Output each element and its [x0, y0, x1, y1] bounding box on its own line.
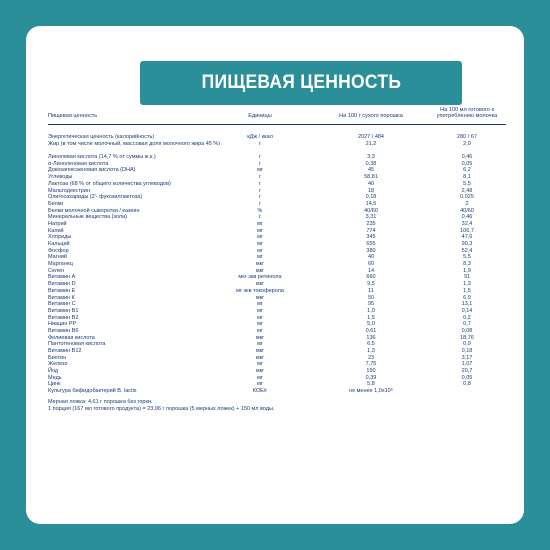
table-row [48, 274, 506, 281]
row-value-per-100ml: 52,4 [461, 247, 473, 254]
row-value-per-100g: 774 [366, 227, 376, 234]
row-name: Биотин [48, 354, 67, 361]
row-name: Жир (в том числе молочный, массовая доля молочного жира 45 %) [48, 140, 221, 147]
row-value-per-100g: 14 [367, 267, 375, 274]
table-row [48, 154, 506, 161]
table-row [48, 188, 506, 195]
row-value-per-100g: 40/60 [364, 207, 378, 214]
row-name: Цинк [48, 381, 61, 388]
row-value-per-100ml: 0,08 [461, 327, 473, 334]
table-row [48, 221, 506, 228]
nutrition-table [48, 100, 506, 412]
row-name: Мальтодекстрин [48, 187, 90, 194]
table-row [48, 181, 506, 188]
table-row [48, 268, 506, 275]
table-row [48, 241, 506, 248]
row-name: Железо [48, 361, 68, 368]
row-value-per-100g: 0,39 [365, 374, 377, 381]
table-row [48, 214, 506, 221]
header-unit: Единицы [248, 113, 272, 119]
row-value-per-100ml: 40/60 [460, 207, 474, 214]
row-unit: мг [257, 314, 263, 321]
row-value-per-100g: 45 [367, 167, 375, 174]
table-row [48, 301, 506, 308]
row-value-per-100g: 5,8 [367, 381, 375, 388]
row-unit: мг [257, 374, 263, 381]
row-unit: мкг [255, 294, 265, 301]
row-unit: г [258, 140, 261, 147]
row-value-per-100g: 9,5 [367, 281, 375, 288]
row-unit: мг экв токоферола [236, 287, 284, 294]
row-value-per-100ml: 0,18 [461, 348, 473, 355]
table-row [48, 134, 506, 141]
row-value-per-100g: 1,5 [367, 314, 375, 321]
table-row [48, 341, 506, 348]
row-value-per-100ml: 47,6 [461, 234, 473, 241]
row-name: Марганец [48, 261, 73, 268]
row-name: Натрий [48, 220, 67, 227]
footnotes [48, 399, 506, 412]
row-value-per-100g: 18 [367, 187, 375, 194]
row-unit: мкг [255, 334, 265, 341]
row-name: α-Линоленовая кислота [48, 160, 109, 167]
row-value-per-100g: 5,0 [367, 321, 375, 328]
row-value-per-100ml: 1,5 [463, 287, 471, 294]
row-unit: мкг экв ретинола [238, 274, 282, 281]
row-name: Витамин К [48, 294, 75, 301]
table-row [48, 375, 506, 382]
row-name: Хлориды [48, 234, 72, 241]
row-unit: мг [257, 307, 263, 314]
row-value-per-100ml: 0,7 [463, 321, 471, 328]
row-value-per-100ml: 8,3 [463, 261, 471, 268]
row-unit: мг [257, 321, 263, 328]
row-value-per-100ml: 5,5 [463, 180, 471, 187]
row-value-per-100g: 136 [366, 334, 376, 341]
row-unit: % [257, 207, 263, 214]
row-value-per-100g: 150 [366, 368, 376, 375]
row-value-per-100ml: 2 [465, 200, 469, 207]
row-value-per-100g: 40 [367, 254, 375, 261]
row-value-per-100ml: 8,1 [463, 174, 471, 181]
row-value-per-100ml: 20,7 [461, 368, 473, 375]
row-name: Фосфор [48, 247, 69, 254]
row-unit: мг [257, 227, 263, 234]
table-row [48, 161, 506, 168]
row-name: Витамин D [48, 281, 76, 288]
row-value-per-100ml: 6,2 [463, 167, 471, 174]
row-value-per-100ml: 32,4 [461, 220, 473, 227]
row-value-per-100g: 0,38 [365, 160, 377, 167]
row-value-per-100g: 380 [366, 247, 376, 254]
table-body [48, 134, 506, 395]
row-name: Витамин Е [48, 287, 76, 294]
table-row [48, 335, 506, 342]
row-value-per-100g: 95 [367, 301, 375, 308]
row-value-per-100g: 235 [366, 220, 376, 227]
row-name: Витамин В12 [48, 348, 82, 355]
table-row [48, 308, 506, 315]
row-name: Кальций [48, 241, 70, 248]
row-value-per-100ml: 0,8 [463, 381, 471, 388]
row-value-per-100g: 11 [368, 287, 374, 294]
row-value-per-100g: 7,75 [365, 361, 377, 368]
row-name: Углеводы [48, 174, 73, 181]
nutrition-card [26, 26, 524, 524]
row-value-per-100ml: 0,9 [463, 341, 471, 348]
table-row [48, 321, 506, 328]
table-row [48, 194, 506, 201]
row-name: Пантотеновая кислота [48, 341, 106, 348]
row-unit: г [258, 214, 261, 221]
row-value-per-100g: 3,3 [367, 154, 375, 161]
footnote-scoop: Мерная ложка: 4,61 г порошка без горки. [48, 398, 153, 405]
table-row [48, 234, 506, 241]
row-name: Ниацин РР [48, 321, 77, 328]
row-value-per-100g: не менее 1,0x10⁶ [349, 388, 393, 395]
table-row [48, 348, 506, 355]
header-per-100ml: На 100 мл готового к употреблению молочка [436, 107, 498, 120]
row-value-per-100ml: 0,14 [461, 307, 473, 314]
table-row [48, 368, 506, 375]
row-value-per-100g: 1,0 [367, 307, 375, 314]
header-name: Пищевая ценность [48, 113, 98, 119]
row-unit: мг [257, 220, 263, 227]
row-unit: мкг [255, 261, 265, 268]
page-title: ПИЩЕВАЯ ЦЕННОСТЬ [201, 72, 401, 93]
row-name: Белки [48, 200, 64, 207]
row-name: Линолевая кислота (14,7 % от суммы ж.к.) [48, 154, 156, 161]
table-row [48, 355, 506, 362]
row-name: Калий [48, 227, 64, 234]
row-unit: кДж / ккал [247, 134, 273, 140]
row-name: Фолиевая кислота [48, 334, 95, 341]
table-row [48, 201, 506, 208]
row-value-per-100ml: 3,17 [461, 354, 473, 361]
table-row [48, 388, 506, 395]
row-name: Витамин В6 [48, 327, 79, 334]
row-value-per-100g: 1,3 [367, 348, 375, 355]
row-name: Витамин В2 [48, 314, 79, 321]
row-unit: г [258, 194, 261, 201]
row-unit: г [258, 200, 261, 207]
row-value-per-100g: 60 [367, 261, 375, 268]
row-unit: г [258, 180, 261, 187]
row-value-per-100ml: 6,9 [463, 294, 471, 301]
table-row [48, 295, 506, 302]
row-value-per-100ml: 1,07 [461, 361, 473, 368]
row-value-per-100ml: 0,025 [460, 194, 474, 201]
row-value-per-100g: 0,61 [365, 327, 377, 334]
row-value-per-100g: 40 [367, 180, 375, 187]
row-name: Белки молочной сыворотки / казеин [48, 207, 140, 214]
row-name: Лактоза (68 % от общего количества углеводов) [48, 180, 171, 187]
table-row [48, 261, 506, 268]
row-value-per-100g: 6,5 [367, 341, 375, 348]
row-unit: мг [257, 234, 263, 241]
row-unit: мкг [255, 281, 265, 288]
row-value-per-100ml: 0,05 [461, 160, 473, 167]
row-unit: мг [257, 241, 263, 248]
row-value-per-100g: 345 [366, 234, 376, 241]
row-unit: мг [257, 381, 263, 388]
table-header [48, 100, 506, 125]
row-unit: мкг [255, 354, 265, 361]
table-row [48, 167, 506, 174]
row-name: Магний [48, 254, 67, 261]
row-unit: мг [257, 301, 263, 308]
row-value-per-100g: 14,5 [365, 200, 377, 207]
row-value-per-100ml: 91 [463, 274, 471, 281]
row-value-per-100ml: 106,7 [460, 227, 474, 234]
row-unit: г [258, 174, 261, 181]
row-unit: мг [257, 167, 263, 174]
title-banner [140, 61, 462, 105]
row-unit: г [258, 160, 261, 167]
row-name: Докозагексаеновая кислота (DHA) [48, 167, 136, 174]
table-row [48, 361, 506, 368]
table-row [48, 141, 506, 154]
table-row [48, 288, 506, 295]
row-unit: мг [257, 247, 263, 254]
row-name: Йод [48, 368, 59, 375]
row-name: Медь [48, 374, 62, 381]
row-value-per-100ml: 0,46 [461, 154, 473, 161]
row-value-per-100g: 3,31 [365, 214, 377, 221]
row-unit: мг [257, 254, 263, 261]
row-value-per-100g: 660 [366, 274, 376, 281]
row-unit: мкг [255, 368, 265, 375]
row-value-per-100ml: 2,9 [463, 140, 471, 147]
row-value-per-100g: 2027 / 484 [358, 134, 384, 140]
table-row [48, 228, 506, 235]
row-value-per-100ml: 0,05 [461, 374, 473, 381]
row-name: Минеральные вещества (зола) [48, 214, 128, 221]
row-name: Витамин В1 [48, 307, 79, 314]
footnote-portion: 1 порция (167 мл готового продукта) = 23,06 г порошка (5 мерных ложек) + 150 мл воды. [48, 405, 275, 412]
row-unit: мг [257, 327, 263, 334]
row-value-per-100g: 50 [367, 294, 375, 301]
row-unit: мг [257, 361, 263, 368]
row-value-per-100g: 655 [366, 241, 376, 248]
row-value-per-100ml: 90,3 [461, 241, 473, 248]
row-value-per-100ml: 2,48 [461, 187, 473, 194]
row-value-per-100g: 23 [367, 354, 375, 361]
row-name: Селен [48, 267, 65, 274]
row-value-per-100ml: 18,76 [460, 334, 474, 341]
header-per-100g: На 100 г сухого порошка [339, 113, 403, 119]
row-name: Витамин А [48, 274, 76, 281]
row-unit: г [258, 154, 261, 161]
row-value-per-100ml: 13,1 [461, 301, 473, 308]
row-name: Культура бифидобактерий B. lactis [48, 388, 137, 395]
table-row [48, 208, 506, 215]
table-row [48, 254, 506, 261]
table-row [48, 174, 506, 181]
row-unit: КОЕ/г [252, 388, 268, 395]
row-value-per-100g: 58,81 [364, 174, 378, 181]
row-unit: мкг [255, 267, 265, 274]
table-row [48, 328, 506, 335]
row-unit: г [258, 187, 261, 194]
table-row [48, 281, 506, 288]
row-value-per-100ml: 1,3 [463, 281, 471, 288]
row-name: Энергетическая ценность (калорийность) [48, 134, 155, 140]
row-name: Витамин С [48, 301, 76, 308]
row-value-per-100ml: 280 / 67 [457, 134, 477, 140]
row-value-per-100ml: 0,46 [461, 214, 473, 221]
row-value-per-100g: 0,18 [365, 194, 377, 201]
row-value-per-100ml: 1,9 [463, 267, 471, 274]
row-value-per-100ml: 5,5 [463, 254, 471, 261]
table-row [48, 248, 506, 255]
row-unit: мг [257, 341, 263, 348]
table-row [48, 315, 506, 322]
row-value-per-100ml: 0,2 [463, 314, 471, 321]
row-name: Олигосахариды (2'- фукозиллактоза) [48, 194, 143, 201]
row-unit: мкг [255, 348, 265, 355]
row-value-per-100g: 21,2 [365, 140, 377, 147]
